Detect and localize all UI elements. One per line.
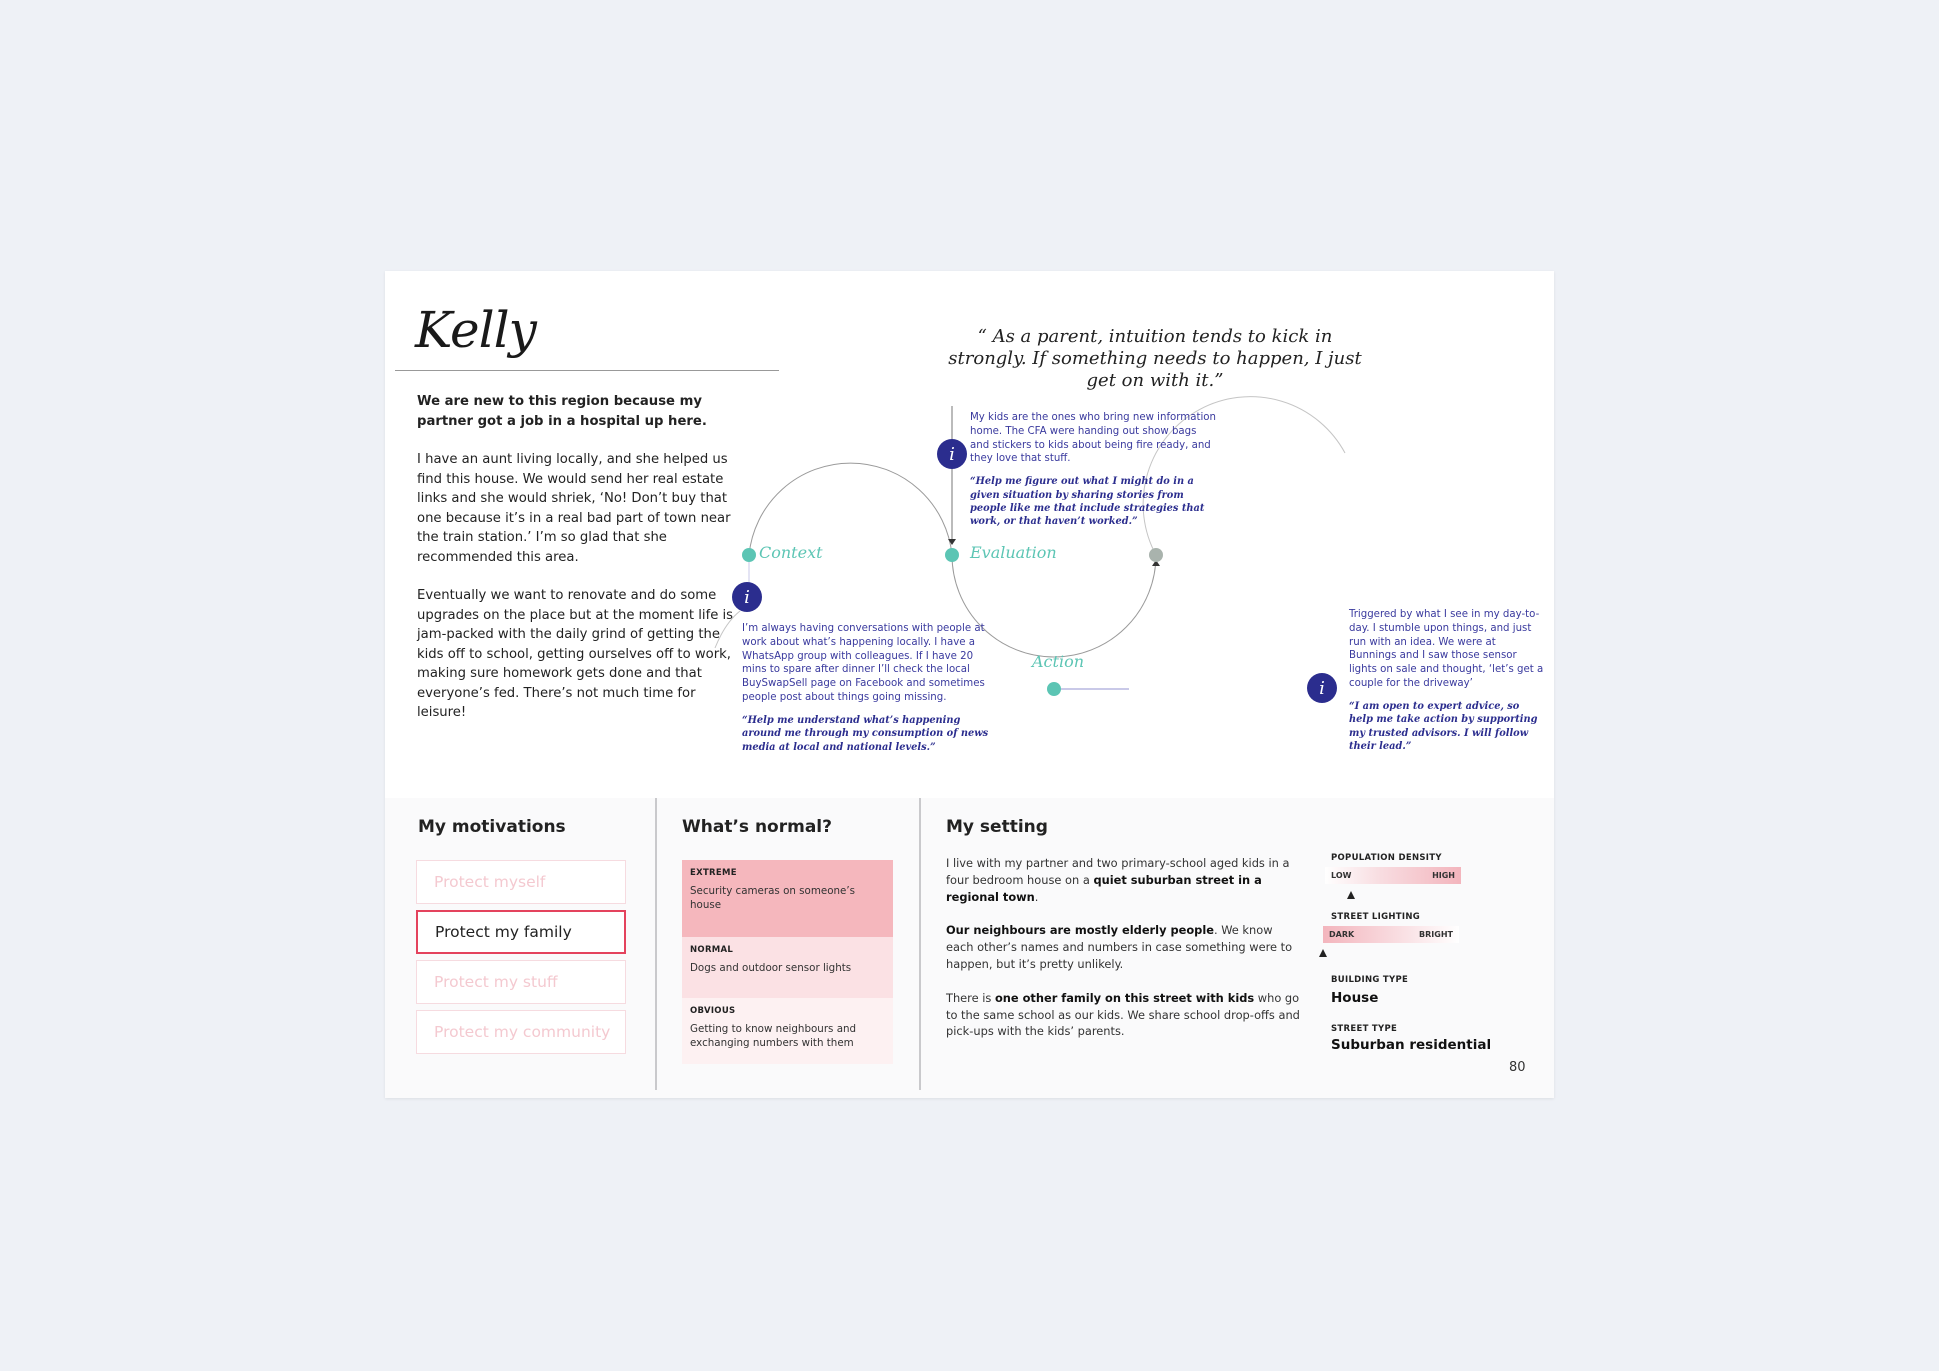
street-type-value: Suburban residential	[1331, 1037, 1492, 1053]
next-stage-node	[1149, 548, 1163, 562]
evaluation-note	[970, 411, 1218, 529]
info-icon[interactable]: i	[732, 582, 762, 612]
gauge-low-label: LOW	[1331, 871, 1352, 880]
intro-paragraph: Eventually we want to renovate and do some upgrades on the place but at the moment life is jam-packed with the daily grind of getting the kids off to school, getting ourselves off to work, making sure homework gets done and that everyone’s fed. There’s not much time for leisure!	[417, 588, 734, 720]
setting-paragraph	[946, 922, 1301, 972]
motivations-title: My motivations	[418, 817, 566, 837]
building-type-value: House	[1331, 990, 1379, 1006]
normal-level-obvious	[682, 998, 893, 1064]
gauge-high-label: HIGH	[1432, 871, 1455, 880]
setting-text: There is	[946, 990, 995, 1005]
context-node	[742, 548, 756, 562]
persona-page	[385, 271, 1554, 1098]
stage-label-evaluation: Evaluation	[970, 543, 1057, 562]
setting-text: I live with my partner and two primary-school aged kids in a four bedroom house on a	[946, 856, 1290, 887]
note-quote: “Help me understand what’s happening around me through my consumption of news media at local and national levels.”	[742, 714, 989, 753]
population-density-gauge	[1325, 867, 1461, 884]
intro-lead: We are new to this region because my partner got a job in a hospital up here.	[417, 394, 707, 429]
street-lighting-gauge	[1323, 926, 1459, 943]
building-type-label: BUILDING TYPE	[1331, 975, 1409, 985]
setting-emphasis: quiet suburban street in a regional town	[946, 872, 1262, 904]
street-lighting-marker	[1319, 949, 1327, 957]
population-density-marker	[1347, 891, 1355, 899]
setting-emphasis: one other family on this street with kids	[994, 990, 1255, 1005]
evaluation-arrow	[948, 539, 956, 545]
info-icon[interactable]: i	[937, 439, 967, 469]
motivation-option-selected[interactable]: Protect my family	[416, 910, 626, 954]
normal-level-extreme	[682, 860, 893, 937]
persona-quote: “ As a parent, intuition tends to kick in strongly. If something needs to happen, I just get on with it.”	[948, 326, 1362, 391]
setting-description	[946, 855, 1301, 1057]
column-divider	[919, 798, 921, 1090]
info-icon[interactable]: i	[1307, 673, 1337, 703]
note-text: My kids are the ones who bring new information home. The CFA were handing out show bags and stickers to kids about being fire ready, and they love that stuff.	[970, 412, 1216, 465]
setting-text: . We know each other’s names and numbers in case something were to happen, but it’s pretty unlikely.	[946, 923, 1293, 971]
note-quote: “I am open to expert advice, so help me take action by supporting my trusted advisors. I will follow their lead.”	[1349, 700, 1538, 752]
setting-text: .	[1034, 889, 1039, 904]
persona-name: Kelly	[415, 301, 536, 359]
action-note	[1349, 608, 1545, 753]
column-divider	[655, 798, 657, 1090]
setting-title: My setting	[946, 817, 1048, 837]
street-lighting-label: STREET LIGHTING	[1331, 912, 1421, 922]
gauge-low-label: DARK	[1329, 930, 1355, 939]
note-text: Triggered by what I see in my day-to-day. I stumble upon things, and just run with an idea. We were at Bunnings and I saw those sensor lights on sale and thought, ‘let’s get a couple for the driveway’	[1349, 609, 1544, 689]
setting-text: who go to the same school as our kids. We share school drop-offs and pick-ups with the kids’ parents.	[946, 990, 1300, 1039]
setting-emphasis: Our neighbours are mostly elderly people	[946, 923, 1214, 938]
motivation-option[interactable]: Protect myself	[416, 860, 626, 904]
page-number: 80	[1509, 1060, 1526, 1075]
stage-label-context: Context	[759, 543, 823, 562]
gauge-high-label: BRIGHT	[1419, 930, 1453, 939]
setting-paragraph	[946, 990, 1301, 1040]
note-text: I’m always having conversations with people at work about what’s happening locally. I have a WhatsApp group with colleagues. If I have 20 mins to spare after dinner I’ll check the local BuySwapSell page on Facebook and sometimes people post about things going missing.	[742, 623, 985, 703]
level-value: Getting to know neighbours and exchanging numbers with them	[690, 1023, 857, 1049]
action-node	[1047, 682, 1061, 696]
normal-level-normal	[682, 937, 893, 998]
level-key: NORMAL	[690, 945, 734, 955]
street-type-label: STREET TYPE	[1331, 1024, 1398, 1034]
journey-curve-context-evaluation	[749, 463, 952, 555]
motivation-option[interactable]: Protect my community	[416, 1010, 626, 1054]
intro-paragraph: I have an aunt living locally, and she helped us find this house. We would send her real estate links and she would shriek, ‘No! Don’t buy that one because it’s in a real bad part of town near the train station.’ I’m so glad that she recommended this area.	[417, 452, 731, 565]
motivation-option[interactable]: Protect my stuff	[416, 960, 626, 1004]
normal-title: What’s normal?	[682, 817, 832, 837]
level-key: OBVIOUS	[690, 1006, 736, 1016]
level-key: EXTREME	[690, 868, 737, 878]
context-note	[742, 622, 990, 754]
journey-curve-in	[715, 611, 740, 648]
level-value: Security cameras on someone’s house	[690, 885, 856, 911]
population-density-label: POPULATION DENSITY	[1331, 853, 1442, 863]
level-value: Dogs and outdoor sensor lights	[690, 962, 852, 974]
stage-label-action: Action	[1032, 652, 1084, 671]
evaluation-node	[945, 548, 959, 562]
note-quote: “Help me figure out what I might do in a given situation by sharing stories from people like me that include strategies that work, or that haven’t worked.”	[970, 476, 1205, 528]
setting-paragraph	[946, 855, 1301, 905]
